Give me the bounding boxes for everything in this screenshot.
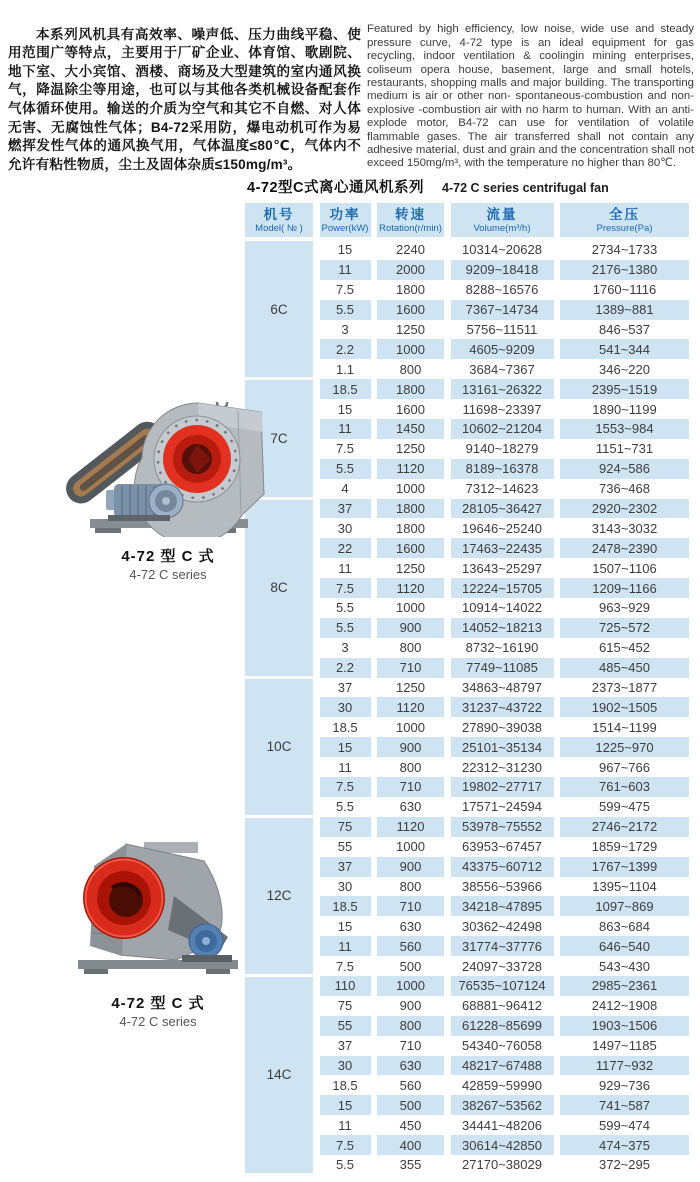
rotation-cell: 1450 [377,419,444,439]
rotation-cell: 1000 [377,976,444,996]
col-header-model-zh: 机号 [263,206,295,222]
rotation-cell: 500 [377,1095,444,1115]
pressure-cell: 485~450 [560,658,689,678]
rotation-cell: 1800 [377,379,444,399]
pressure-cell: 599~474 [599,1117,650,1133]
power-cell: 7.5 [320,578,371,598]
volume-cell: 30362~42498 [462,918,542,934]
rotation-cell: 450 [399,1117,422,1133]
volume-cell: 31237~43722 [451,697,554,717]
rotation-cell: 1250 [396,560,425,576]
pressure-cell: 1497~1185 [592,1038,657,1054]
power-cell: 7.5 [320,1135,371,1155]
col-header-volume-zh: 流量 [486,206,518,222]
pressure-cell: 1890~1199 [592,401,657,417]
model-group-cell: 10C [245,679,313,815]
col-header-pressure-en: Pressure(Pa) [596,222,653,234]
pressure-cell: 1553~984 [560,419,689,439]
volume-cell: 4605~9209 [451,339,554,359]
power-cell: 11 [338,560,352,576]
intro-paragraph-english: Featured by high efficiency, low noise, wide use and steady pressure curve, 4-72 type is an ideal equipment for gas recycling, indoor ventilation & coolingin mining enterprises, coliseum opera house, basement, large and small hotels, restaurants, shopping malls and major building. The transporting medium is air or other non- spontaneous-combustion and non- explosive -combustion air with no harm to human. With an anti-explode motor, B4-72 can use for ventilation of volatile flammable gases. The air transferred shall not contain any adhesive material, dust and grain and the concentration shall not exceed 150mg/m³, with the temperature no higher than 80℃. [367,23,694,170]
volume-cell: 7367~14734 [451,300,554,320]
volume-cell: 68881~96412 [462,998,542,1014]
power-cell: 11 [320,260,371,280]
volume-cell: 30614~42850 [451,1135,554,1155]
power-cell: 75 [320,817,371,837]
pressure-cell: 3143~3032 [591,520,658,536]
model-group-cell: 6C [245,241,313,377]
power-cell: 3 [341,640,349,656]
pressure-cell: 346~220 [599,361,650,377]
pressure-cell: 646~540 [560,936,689,956]
pressure-cell: 2395~1519 [560,379,689,399]
pressure-cell: 736~468 [599,481,650,497]
power-cell: 5.5 [320,459,371,479]
fan2-caption-en: 4-72 C series [119,1014,197,1029]
rotation-cell: 710 [377,896,444,916]
power-cell: 18.5 [332,1077,358,1093]
pressure-cell: 929~736 [599,1077,650,1093]
power-cell: 37 [320,857,371,877]
volume-cell: 27170~38029 [462,1157,542,1173]
power-cell: 1.1 [335,361,355,377]
power-cell: 75 [337,998,353,1014]
power-cell: 5.5 [335,600,355,616]
pressure-cell: 846~537 [599,322,650,337]
section-title [247,176,697,197]
col-header-rotation [377,203,444,237]
volume-cell: 5756~11511 [466,322,538,337]
rotation-cell: 1120 [377,697,444,717]
volume-cell: 19646~25240 [462,520,542,536]
pressure-cell: 372~295 [599,1157,650,1173]
spec-table [245,203,689,1175]
rotation-cell: 630 [399,918,422,934]
power-cell: 7.5 [320,777,371,797]
power-cell: 30 [320,697,371,717]
section-title-zh: 4-72型C式离心通风机系列 [247,180,424,196]
col-header-model [245,203,313,237]
volume-cell: 24097~33728 [462,958,542,974]
volume-cell: 13161~26322 [451,379,554,399]
rotation-cell: 800 [399,361,422,377]
volume-cell: 31774~37776 [451,936,554,956]
volume-cell: 7749~11085 [451,658,554,678]
power-cell: 30 [337,878,353,894]
rotation-cell: 800 [399,759,422,775]
power-cell: 18.5 [332,719,358,735]
pressure-cell: 1151~731 [595,441,654,457]
power-cell: 2.2 [320,658,371,678]
pressure-cell: 924~586 [560,459,689,479]
rotation-cell: 710 [377,777,444,797]
model-group-cell: 7C [245,380,313,496]
volume-cell: 34441~48206 [462,1117,542,1133]
power-cell: 7.5 [335,958,355,974]
power-cell: 37 [337,1038,353,1054]
col-header-power [320,203,371,237]
rotation-cell: 900 [399,998,422,1014]
rotation-cell: 1000 [396,481,425,497]
rotation-cell: 800 [399,640,422,656]
power-cell: 30 [337,520,353,536]
pressure-cell: 1859~1729 [591,839,658,855]
rotation-cell: 1600 [377,538,444,558]
volume-cell: 8288~16576 [465,282,539,298]
fan-photo-left-facing [56,834,260,984]
volume-cell: 11698~23397 [462,401,542,417]
power-cell: 15 [337,401,353,417]
power-cell: 5.5 [320,618,371,638]
col-header-rotation-zh: 转速 [395,206,426,222]
volume-cell: 76535~107124 [451,976,554,996]
power-cell: 5.5 [320,300,371,320]
pressure-cell: 599~475 [599,799,650,815]
pressure-cell: 1389~881 [560,300,689,320]
volume-cell: 28105~36427 [451,499,554,519]
col-header-model-en: Model( № ) [255,222,303,234]
power-cell: 11 [320,936,371,956]
power-cell: 5.5 [335,1157,355,1173]
rotation-cell: 1120 [377,459,444,479]
pressure-cell: 2478~2390 [560,538,689,558]
volume-cell: 53978~75552 [451,817,554,837]
volume-cell: 9209~18418 [451,260,554,280]
pressure-cell: 1097~869 [560,896,689,916]
pressure-cell: 1903~1506 [560,1016,689,1036]
pressure-cell: 725~572 [560,618,689,638]
pressure-cell: 1225~970 [560,737,689,757]
rotation-cell: 710 [399,1038,422,1054]
rotation-cell: 1000 [396,600,425,616]
col-header-pressure-zh: 全压 [609,206,640,222]
pressure-cell: 543~430 [599,958,650,974]
volume-cell: 10314~20628 [462,242,542,258]
power-cell: 37 [320,499,371,519]
power-cell: 18.5 [320,896,371,916]
rotation-cell: 2240 [396,242,425,258]
rotation-cell: 1250 [396,441,425,457]
pressure-cell: 863~684 [599,918,650,934]
volume-cell: 10602~21204 [451,419,554,439]
rotation-cell: 355 [399,1157,422,1173]
volume-cell: 13643~25297 [462,560,542,576]
fan-figure-2 [56,834,260,1029]
model-group-cell: 12C [245,818,313,974]
col-header-volume [451,203,554,237]
rotation-cell: 1600 [377,300,444,320]
pressure-cell: 1177~932 [560,1056,689,1076]
power-cell: 15 [320,737,371,757]
rotation-cell: 900 [377,618,444,638]
rotation-cell: 1600 [396,401,425,417]
volume-cell: 3684~7367 [469,361,535,377]
rotation-cell: 500 [399,958,422,974]
power-cell: 55 [337,839,353,855]
volume-cell: 14052~18213 [451,618,554,638]
rotation-cell: 560 [377,936,444,956]
pressure-cell: 1760~1116 [592,282,657,298]
model-group-cell: 8C [245,500,313,676]
power-cell: 5.5 [335,799,355,815]
fan-figure-1 [62,402,274,582]
pressure-cell: 2920~2302 [560,499,689,519]
volume-cell: 12224~15705 [451,578,554,598]
col-header-volume-en: Volume(m³/h) [473,222,531,234]
rotation-cell: 800 [377,1016,444,1036]
pressure-cell: 1514~1199 [592,719,657,735]
volume-cell: 17571~24594 [462,799,542,815]
pressure-cell: 2985~2361 [560,976,689,996]
pressure-cell: 1767~1399 [560,857,689,877]
intro-paragraph-chinese: 本系列风机具有高效率、噪声低、压力曲线平稳、使用范围广等特点，主要用于厂矿企业、体育馆、歌剧院、地下室、大小宾馆、酒楼、商场及大型建筑的室内通风换气，降温除尘等用途，也可以与其他各类机械设备配套作气体循环使用。输送的介质为空气和其它不自燃、对人体无害、无腐蚀性气体；B4-72采用防，爆电动机可作为易燃挥发性气体的通风换气用，气体温度≤80℃，气体内不允许有粘性物质，尘土及固体杂质≤150mg/m³。 [8,26,361,172]
power-cell: 7.5 [335,441,355,457]
volume-cell: 25101~35134 [451,737,554,757]
volume-cell: 48217~67488 [451,1056,554,1076]
pressure-cell: 474~375 [560,1135,689,1155]
rotation-cell: 800 [399,878,422,894]
fan-photo-right-facing [62,402,274,537]
power-cell: 4 [341,481,349,497]
rotation-cell: 400 [377,1135,444,1155]
pressure-cell: 1209~1166 [560,578,689,598]
power-cell: 110 [320,976,371,996]
fan1-caption-zh: 4-72 型 C 式 [121,548,215,565]
power-cell: 11 [320,419,371,439]
pressure-cell: 2746~2172 [560,817,689,837]
power-cell: 37 [337,680,353,696]
rotation-cell: 1800 [396,282,425,298]
volume-cell: 61228~85699 [451,1016,554,1036]
power-cell: 3 [341,322,349,337]
col-header-pressure [560,203,689,237]
col-header-rotation-en: Rotation(r/min) [379,222,442,234]
rotation-cell: 1000 [377,339,444,359]
rotation-cell: 1800 [377,499,444,519]
volume-cell: 63953~67457 [462,839,542,855]
section-title-en: 4-72 C series centrifugal fan [442,181,609,195]
volume-cell: 34863~48797 [462,680,542,696]
col-header-power-zh: 功率 [329,206,361,222]
volume-cell: 7312~14623 [465,481,539,497]
rotation-cell: 1800 [396,520,425,536]
rotation-cell: 2000 [377,260,444,280]
rotation-cell: 630 [377,1056,444,1076]
volume-cell: 38556~53966 [462,878,542,894]
pressure-cell: 2373~1877 [591,680,658,696]
volume-cell: 22312~31230 [462,759,542,775]
fan1-caption-en: 4-72 C series [129,567,207,582]
volume-cell: 8189~16378 [451,459,554,479]
power-cell: 15 [337,242,353,258]
power-cell: 18.5 [320,379,371,399]
model-group-cell: 14C [245,977,313,1173]
volume-cell: 34218~47895 [451,896,554,916]
power-cell: 30 [320,1056,371,1076]
power-cell: 15 [320,1095,371,1115]
rotation-cell: 1120 [377,578,444,598]
power-cell: 11 [338,759,352,775]
rotation-cell: 1000 [396,839,425,855]
pressure-cell: 963~929 [599,600,650,616]
rotation-cell: 560 [399,1077,422,1093]
power-cell: 2.2 [320,339,371,359]
pressure-cell: 1395~1104 [592,878,657,894]
power-cell: 55 [320,1016,371,1036]
pressure-cell: 1902~1505 [560,697,689,717]
volume-cell: 43375~60712 [451,857,554,877]
pressure-cell: 741~587 [560,1095,689,1115]
power-cell: 22 [320,538,371,558]
pressure-cell: 1507~1106 [592,560,657,576]
power-cell: 11 [338,1117,352,1133]
volume-cell: 42859~59990 [462,1077,542,1093]
rotation-cell: 630 [399,799,422,815]
power-cell: 15 [337,918,353,934]
pressure-cell: 967~766 [599,759,650,775]
volume-cell: 27890~39038 [462,719,542,735]
rotation-cell: 900 [377,737,444,757]
rotation-cell: 900 [377,857,444,877]
power-cell: 7.5 [335,282,355,298]
volume-cell: 38267~53562 [451,1095,554,1115]
rotation-cell: 1000 [396,719,425,735]
rotation-cell: 1120 [377,817,444,837]
volume-cell: 9140~18279 [465,441,539,457]
volume-cell: 19802~27717 [451,777,554,797]
pressure-cell: 615~452 [599,640,650,656]
rotation-cell: 710 [377,658,444,678]
rotation-cell: 1250 [396,322,425,337]
pressure-cell: 2176~1380 [560,260,689,280]
volume-cell: 17463~22435 [451,538,554,558]
pressure-cell: 761~603 [560,777,689,797]
volume-cell: 10914~14022 [462,600,542,616]
pressure-cell: 541~344 [560,339,689,359]
pressure-cell: 2734~1733 [591,242,658,258]
fan2-caption-zh: 4-72 型 C 式 [111,995,205,1012]
volume-cell: 54340~76058 [462,1038,542,1054]
rotation-cell: 1250 [396,680,425,696]
volume-cell: 8732~16190 [465,640,539,656]
pressure-cell: 2412~1908 [591,998,658,1014]
col-header-power-en: Power(kW) [321,222,369,234]
